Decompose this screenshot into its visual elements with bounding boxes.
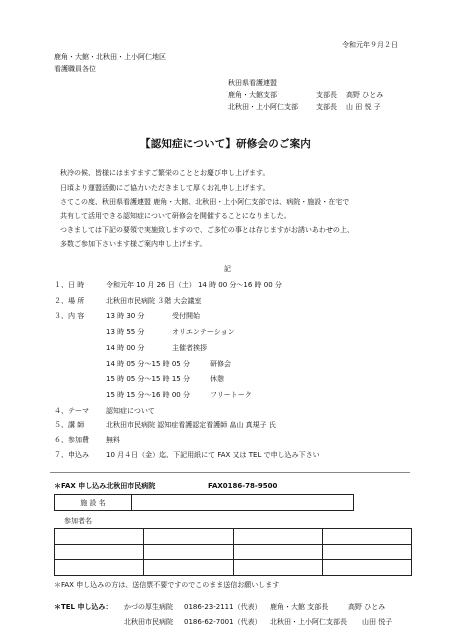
item-lecturer-value: 北秋田市民病院 認知症看護認定看護師 畠山 真規子 氏: [106, 421, 276, 429]
recipient-region: 鹿角・大館・北秋田・上小阿仁地区: [54, 53, 166, 61]
body-line-3: さてこの度、秋田県看護連盟 鹿角・大館、北秋田・上小阿仁支部では、病院・施設・在宅で: [60, 198, 350, 206]
item-theme-value: 認知症について: [106, 407, 155, 415]
participant-cell[interactable]: [144, 560, 233, 576]
schedule-time: 14 時 00 分: [106, 344, 145, 352]
sender-branch-1: 鹿角・大館支部: [228, 91, 277, 99]
item-fee-label: ６、参加費: [54, 436, 89, 444]
page-title: 【認知症について】研修会のご案内: [140, 138, 311, 150]
sender-person-2: 山 田 悦 子: [346, 103, 381, 111]
item-content-label: ３、内 容: [54, 312, 85, 320]
participant-cell[interactable]: [322, 544, 411, 560]
sender-role-1: 支部長: [316, 91, 337, 99]
schedule-time: 15 時 15 分〜16 時 00 分: [106, 391, 190, 399]
participant-cell[interactable]: [55, 544, 144, 560]
body-line-4: 共有して活用できる認知症について研修会を開催することになりました。: [60, 212, 291, 220]
item-lecturer-label: ５、講 師: [54, 421, 85, 429]
item-place-value: 北秋田市民病院 ３階 大会議室: [106, 297, 202, 305]
item-date-label: １、日 時: [54, 281, 85, 289]
schedule-event: 受付開始: [172, 312, 200, 320]
schedule-time: 15 時 05 分〜15 時 15 分: [106, 375, 190, 383]
participant-cell[interactable]: [322, 529, 411, 545]
schedule-event: 休憩: [210, 375, 224, 383]
participant-cell[interactable]: [233, 560, 322, 576]
tel-org-1: かづの厚生病院: [124, 603, 173, 611]
item-apply-label: ７、申込み: [54, 451, 89, 459]
tel-phone-1: 0186-23-2111（代表）: [184, 603, 262, 611]
participant-cell[interactable]: [233, 544, 322, 560]
fax-header-left: ＊FAX 申し込み北秋田市民病院: [54, 482, 156, 490]
body-line-6: 多数ご参加下さいます様ご案内申し上げます。: [60, 240, 207, 248]
item-theme-label: ４、テーマ: [54, 407, 89, 415]
tel-phone-2: 0186-62-7001（代表）: [184, 618, 262, 626]
facility-table: [54, 494, 354, 511]
participant-cell[interactable]: [144, 544, 233, 560]
schedule-time: 13 時 55 分: [106, 328, 145, 336]
sender-person-1: 高野 ひとみ: [346, 91, 384, 99]
item-date-value: 令和元年 10 月 26 日（土） 14 時 00 分〜16 時 00 分: [106, 281, 282, 289]
participants-table: [54, 528, 412, 576]
item-place-label: ２、場 所: [54, 297, 85, 305]
sender-role-2: 支部長: [316, 103, 337, 111]
body-line-5: つきましては下記の要領で実施致しますので、ご多忙の事とは存じますがお誘いあわせの上、: [60, 226, 354, 234]
facility-input-cell[interactable]: [132, 495, 354, 511]
fax-number: FAX0186-78-9500: [208, 482, 278, 490]
participant-cell[interactable]: [144, 529, 233, 545]
participant-cell[interactable]: [233, 529, 322, 545]
participant-cell[interactable]: [55, 560, 144, 576]
tel-person-1: 高野 ひとみ: [348, 603, 386, 611]
recipient-staff: 看護職員各位: [54, 65, 96, 73]
schedule-event: 主催者挨拶: [172, 344, 207, 352]
tel-person-2: 山田 悦子: [362, 618, 393, 626]
facility-label: 施 設 名: [80, 498, 106, 507]
participant-cell[interactable]: [322, 560, 411, 576]
document-date: 令和元年９月２日: [342, 41, 398, 49]
sender-branch-2: 北秋田・上小阿仁支部: [228, 103, 298, 111]
fax-note: ＊FAX 申し込みの方は、送信票不要ですのでこのまま送信お願いします: [54, 581, 280, 589]
participant-cell[interactable]: [55, 529, 144, 545]
item-apply-value: 10 月４日（金）迄、下記用紙にて FAX 又は TEL で申し込み下さい: [106, 451, 320, 459]
tel-branch-2: 北秋田・上小阿仁支部長: [270, 618, 347, 626]
tel-branch-1: 鹿角・大館 支部長: [270, 603, 329, 611]
schedule-time: 14 時 05 分〜15 時 05 分: [106, 360, 190, 368]
item-fee-value: 無料: [106, 436, 120, 444]
schedule-event: フリートーク: [210, 391, 252, 399]
tel-label: ＊TEL 申し込み：: [54, 603, 113, 611]
body-line-2: 日頃より運盟活動にご協力いただきまして厚くお礼申し上げます。: [60, 184, 270, 192]
schedule-event: オリエンテーション: [172, 328, 235, 336]
facility-label-cell: [55, 495, 132, 511]
schedule-time: 13 時 30 分: [106, 312, 145, 320]
tel-org-2: 北秋田市民病院: [124, 618, 173, 626]
section-divider: [50, 472, 410, 473]
sender-org: 秋田県看護連盟: [228, 79, 277, 87]
schedule-event: 研修会: [210, 360, 231, 368]
participants-label: 参加者名: [64, 517, 92, 525]
ki-heading: 記: [224, 265, 231, 273]
body-line-1: 秋冷の候、皆様にはますますご繁栄のこととお慶び申し上げます。: [60, 169, 270, 177]
